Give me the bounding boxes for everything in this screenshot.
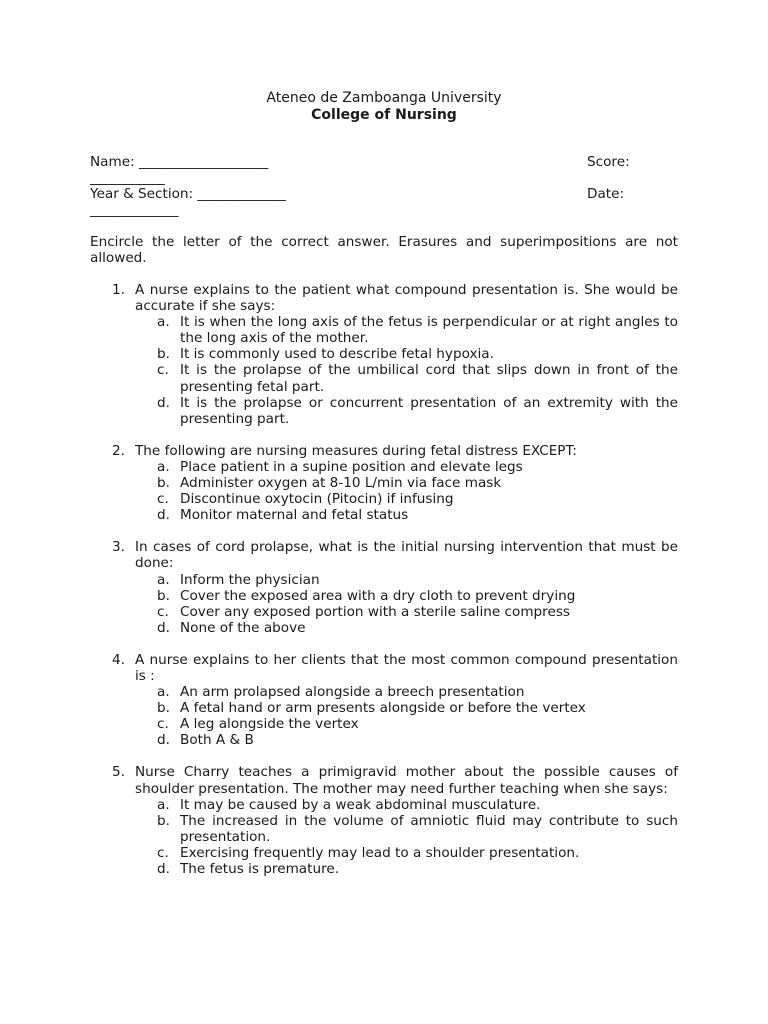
answer-option	[135, 475, 678, 491]
option-text: It is commonly used to describe fetal hypoxia.	[180, 346, 494, 363]
answer-option	[135, 604, 678, 620]
answer-option	[135, 620, 678, 636]
answer-option	[135, 395, 678, 427]
option-letter: d.	[157, 861, 170, 877]
option-text: It may be caused by a weak abdominal musculature.	[180, 796, 541, 813]
question-number: 1.	[112, 282, 125, 298]
option-list	[135, 459, 678, 523]
score-field-line: ___________	[90, 170, 165, 186]
option-letter: d.	[157, 394, 170, 411]
answer-option	[135, 346, 678, 362]
question-item	[90, 539, 678, 636]
option-letter: b.	[157, 812, 170, 829]
option-letter: b.	[157, 475, 170, 492]
answer-option	[135, 700, 678, 716]
answer-option	[135, 572, 678, 588]
option-text: Cover the exposed area with a dry cloth to prevent drying	[180, 587, 576, 604]
college-name: College of Nursing	[311, 107, 457, 123]
option-text: Discontinue oxytocin (Pitocin) if infusing	[180, 491, 454, 508]
option-text: The increased in the volume of amniotic fluid may contribute to such presentation.	[180, 812, 678, 845]
name-field-label: Name: ___________________	[90, 154, 269, 170]
option-text: None of the above	[180, 619, 306, 636]
answer-option	[135, 588, 678, 604]
question-stem: The following are nursing measures during fetal distress EXCEPT:	[135, 442, 577, 459]
answer-option	[135, 491, 678, 507]
answer-option	[135, 459, 678, 475]
answer-option	[135, 845, 678, 861]
option-text: Place patient in a supine position and elevate legs	[180, 458, 523, 475]
question-stem: A nurse explains to her clients that the most common compound presentation is :	[135, 651, 678, 684]
question-number: 4.	[112, 651, 125, 668]
option-text: A fetal hand or arm presents alongside or before the vertex	[180, 700, 586, 717]
answer-option	[135, 314, 678, 346]
option-text: It is when the long axis of the fetus is perpendicular or at right angles to the long axis of the mother.	[180, 314, 678, 347]
option-text: Inform the physician	[180, 571, 320, 588]
option-letter: c.	[157, 844, 169, 861]
option-letter: d.	[157, 732, 170, 749]
option-letter: c.	[157, 362, 169, 379]
option-letter: b.	[157, 587, 170, 604]
option-letter: a.	[157, 796, 170, 813]
answer-option	[135, 813, 678, 845]
option-text: Cover any exposed portion with a sterile saline compress	[180, 603, 571, 620]
question-list	[90, 282, 678, 893]
option-list	[135, 684, 678, 748]
date-field-line: _____________	[90, 202, 179, 218]
answer-option	[135, 797, 678, 813]
question-item	[90, 443, 678, 523]
option-letter: a.	[157, 458, 170, 475]
university-name: Ateneo de Zamboanga University	[266, 90, 502, 106]
option-list	[135, 797, 678, 877]
option-letter: a.	[157, 314, 170, 331]
option-text: It is the prolapse of the umbilical cord that slips down in front of the presenting fetal part.	[180, 362, 678, 395]
option-text: The fetus is premature.	[180, 861, 340, 877]
option-letter: d.	[157, 619, 170, 636]
option-letter: b.	[157, 346, 170, 363]
date-field-label: Date:	[587, 186, 625, 202]
year-section-field-label: Year & Section: _____________	[90, 186, 286, 202]
answer-option	[135, 684, 678, 700]
question-number: 5.	[112, 764, 125, 781]
question-stem: Nurse Charry teaches a primigravid mother about the possible causes of shoulder presentation. The mother may need further teaching when she says:	[135, 764, 678, 797]
option-text: Both A & B	[180, 732, 254, 749]
option-text: Administer oxygen at 8-10 L/min via face mask	[180, 475, 502, 492]
option-letter: d.	[157, 507, 170, 524]
answer-option	[135, 362, 678, 394]
option-list	[135, 572, 678, 636]
instructions-text: Encircle the letter of the correct answer. Erasures and superimpositions are not allowed.	[90, 234, 678, 267]
option-letter: b.	[157, 700, 170, 717]
question-item	[90, 282, 678, 427]
question-stem: A nurse explains to the patient what compound presentation is. She would be accurate if she says:	[135, 282, 678, 315]
question-item	[90, 652, 678, 749]
answer-option	[135, 716, 678, 732]
option-letter: a.	[157, 571, 170, 588]
answer-option	[135, 507, 678, 523]
option-list	[135, 314, 678, 427]
option-letter: c.	[157, 491, 169, 508]
answer-option	[135, 861, 678, 877]
question-number: 2.	[112, 442, 125, 459]
option-letter: c.	[157, 603, 169, 620]
option-letter: a.	[157, 684, 170, 701]
question-number: 3.	[112, 539, 125, 556]
option-text: Monitor maternal and fetal status	[180, 507, 409, 524]
option-letter: c.	[157, 716, 169, 733]
score-field-label: Score:	[587, 154, 630, 170]
question-item	[90, 764, 678, 877]
document-header	[0, 90, 768, 124]
option-text: A leg alongside the vertex	[180, 716, 359, 733]
option-text: It is the prolapse or concurrent presentation of an extremity with the presenting part.	[180, 394, 678, 427]
option-text: An arm prolapsed alongside a breech presentation	[180, 684, 525, 701]
option-text: Exercising frequently may lead to a shoulder presentation.	[180, 844, 580, 861]
answer-option	[135, 732, 678, 748]
question-stem: In cases of cord prolapse, what is the initial nursing intervention that must be done:	[135, 539, 678, 572]
